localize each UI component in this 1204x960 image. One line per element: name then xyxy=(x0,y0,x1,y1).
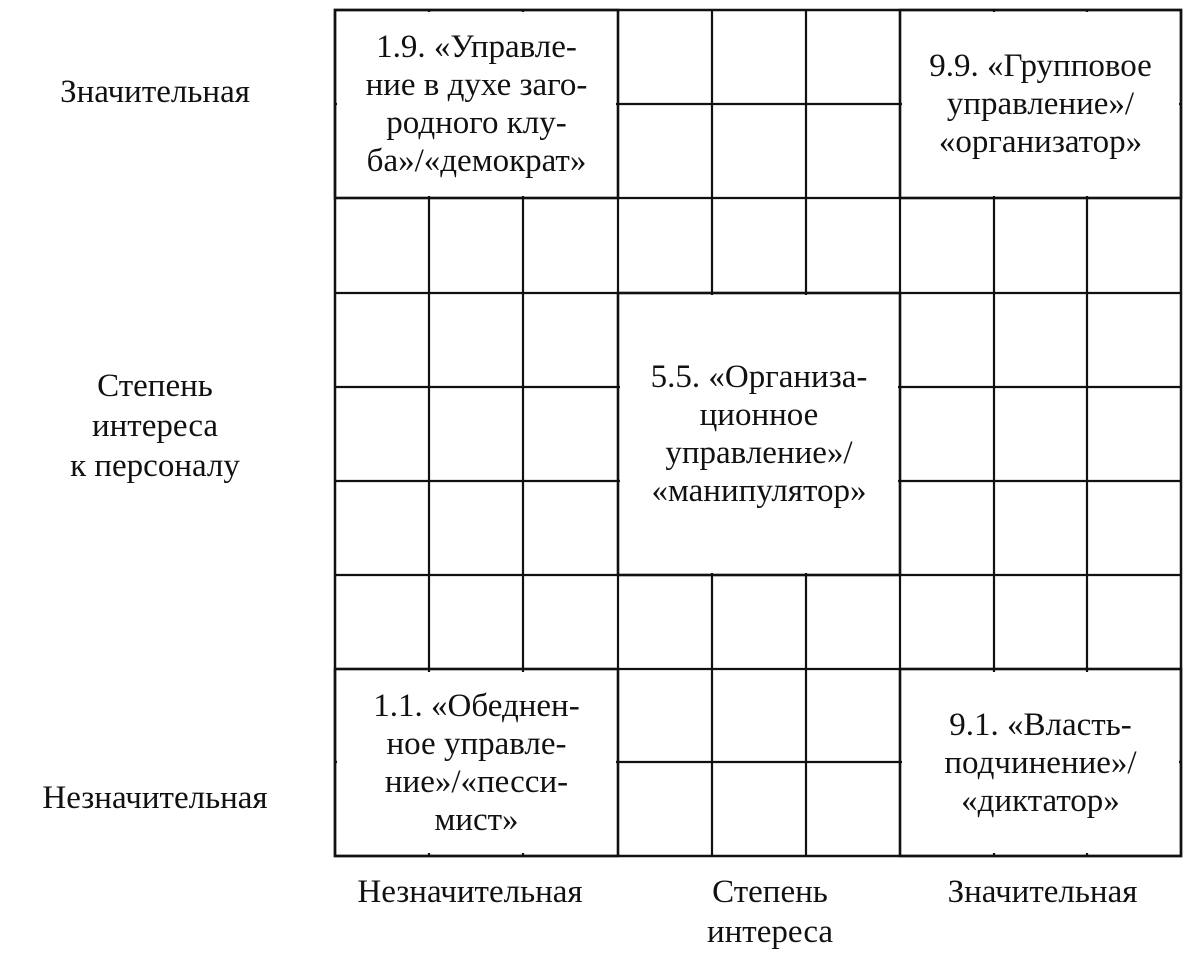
style-box-9-9 xyxy=(902,12,1179,196)
style-label-5-5: 5.5. «Организа- ционное управление»/ «манипулятор» xyxy=(650,359,868,509)
x-axis-high-label: Значительная xyxy=(947,874,1138,910)
y-axis-title: Степень интереса к персоналу xyxy=(70,368,240,484)
style-label-1-9: 1.9. «Управле- ние в духе заго- родного клу- ба»/«демократ» xyxy=(365,29,588,179)
style-label-1-1: 1.1. «Обеднен- ное управле- ние»/«песси- мист» xyxy=(373,687,580,838)
x-axis-low-label: Незначительная xyxy=(357,874,583,910)
style-label-9-9: 9.9. «Групповое управление»/ «организатор» xyxy=(929,48,1152,160)
style-box-1-9 xyxy=(337,12,616,196)
style-label-9-1: 9.1. «Власть- подчинение»/ «диктатор» xyxy=(944,706,1137,819)
y-axis-high-label: Значительная xyxy=(60,74,250,110)
x-axis-title: Степень интереса xyxy=(706,874,834,950)
style-box-5-5 xyxy=(620,295,898,573)
style-box-1-1 xyxy=(337,672,616,853)
style-box-9-1 xyxy=(902,672,1179,853)
y-axis-low-label: Незначительная xyxy=(42,780,268,816)
